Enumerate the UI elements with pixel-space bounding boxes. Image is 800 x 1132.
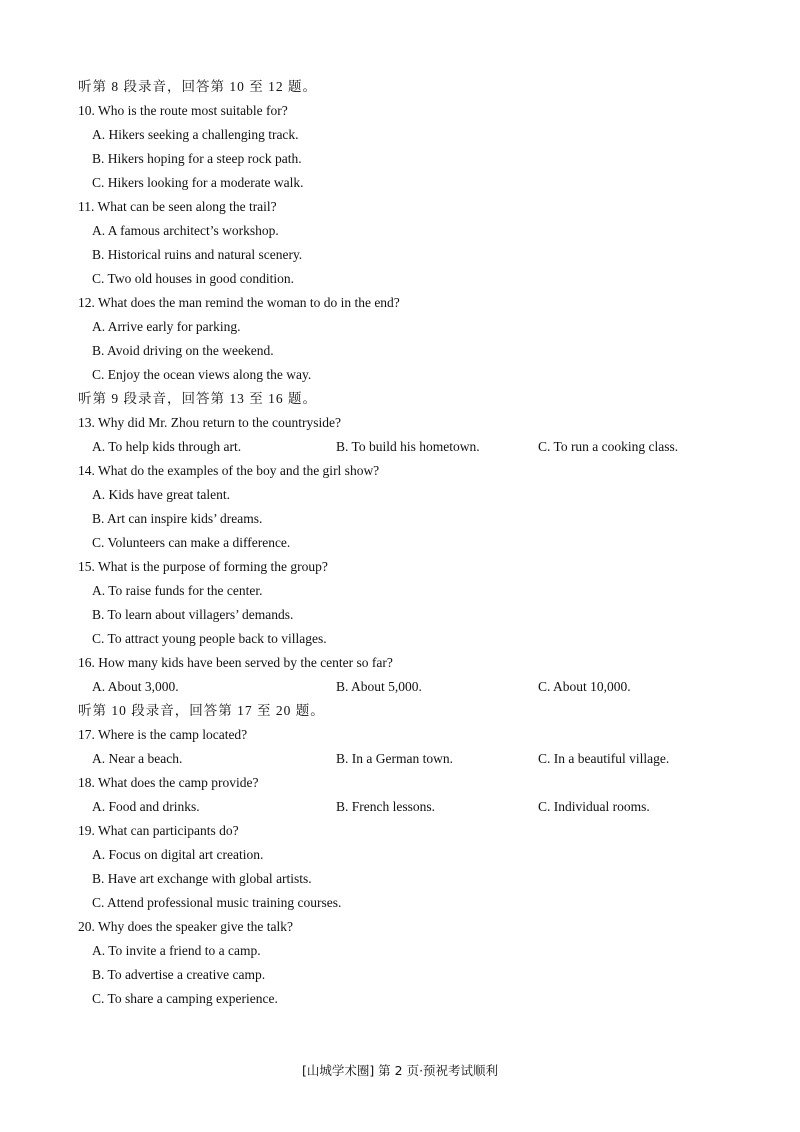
question-11-option-b: B. Historical ruins and natural scenery. — [92, 247, 303, 262]
question-19-stem: 19. What can participants do? — [78, 823, 239, 838]
question-20-option-a: A. To invite a friend to a camp. — [92, 943, 261, 958]
question-11-stem: 11. What can be seen along the trail? — [78, 199, 277, 214]
question-19-option-c: C. Attend professional music training courses. — [92, 895, 342, 910]
question-18-stem: 18. What does the camp provide? — [78, 775, 259, 790]
question-20-option-c: C. To share a camping experience. — [92, 991, 278, 1006]
question-17-option-b: B. In a German town. — [336, 751, 453, 766]
question-18-option-c: C. Individual rooms. — [538, 799, 650, 814]
question-12-stem: 12. What does the man remind the woman to do in the end? — [78, 295, 400, 310]
question-19-option-b: B. Have art exchange with global artists. — [92, 871, 312, 886]
question-17-options — [92, 748, 752, 770]
question-18-options — [92, 796, 752, 818]
question-10-option-c: C. Hikers looking for a moderate walk. — [92, 175, 304, 190]
question-11-option-a: A. A famous architect’s workshop. — [92, 223, 279, 238]
question-15-option-a: A. To raise funds for the center. — [92, 583, 263, 598]
question-13-stem: 13. Why did Mr. Zhou return to the countryside? — [78, 415, 341, 430]
question-17-option-a: A. Near a beach. — [92, 751, 183, 766]
question-13-options — [92, 436, 752, 458]
question-15-stem: 15. What is the purpose of forming the group? — [78, 559, 328, 574]
question-10-option-a: A. Hikers seeking a challenging track. — [92, 127, 299, 142]
question-12-option-c: C. Enjoy the ocean views along the way. — [92, 367, 312, 382]
question-14-stem: 14. What do the examples of the boy and the girl show? — [78, 463, 380, 478]
question-20-stem: 20. Why does the speaker give the talk? — [78, 919, 293, 934]
question-19-option-a: A. Focus on digital art creation. — [92, 847, 264, 862]
question-12-option-b: B. Avoid driving on the weekend. — [92, 343, 274, 358]
question-17-option-c: C. In a beautiful village. — [538, 751, 670, 766]
question-12-option-a: A. Arrive early for parking. — [92, 319, 241, 334]
question-14-option-b: B. Art can inspire kids’ dreams. — [92, 511, 263, 526]
question-13-option-b: B. To build his hometown. — [336, 439, 480, 454]
question-18-option-b: B. French lessons. — [336, 799, 435, 814]
question-13-option-c: C. To run a cooking class. — [538, 439, 679, 454]
question-16-options — [92, 676, 752, 698]
question-16-stem: 16. How many kids have been served by the center so far? — [78, 655, 393, 670]
section-heading-9: 听第 9 段录音，回答第 13 至 16 题。 — [78, 391, 317, 406]
question-18-option-a: A. Food and drinks. — [92, 799, 200, 814]
page-footer: [山城学术圈] 第 2 页·预祝考试顺利 — [301, 1063, 499, 1078]
question-20-option-b: B. To advertise a creative camp. — [92, 967, 266, 982]
question-10-stem: 10. Who is the route most suitable for? — [78, 103, 288, 118]
question-11-option-c: C. Two old houses in good condition. — [92, 271, 295, 286]
question-14-option-c: C. Volunteers can make a difference. — [92, 535, 291, 550]
question-10-option-b: B. Hikers hoping for a steep rock path. — [92, 151, 302, 166]
question-15-option-b: B. To learn about villagers’ demands. — [92, 607, 294, 622]
section-heading-10: 听第 10 段录音，回答第 17 至 20 题。 — [78, 703, 325, 718]
question-14-option-a: A. Kids have great talent. — [92, 487, 230, 502]
question-16-option-a: A. About 3,000. — [92, 679, 179, 694]
question-16-option-b: B. About 5,000. — [336, 679, 422, 694]
question-13-option-a: A. To help kids through art. — [92, 439, 242, 454]
section-heading-8: 听第 8 段录音，回答第 10 至 12 题。 — [78, 79, 317, 94]
question-15-option-c: C. To attract young people back to villages. — [92, 631, 327, 646]
question-16-option-c: C. About 10,000. — [538, 679, 631, 694]
question-17-stem: 17. Where is the camp located? — [78, 727, 248, 742]
